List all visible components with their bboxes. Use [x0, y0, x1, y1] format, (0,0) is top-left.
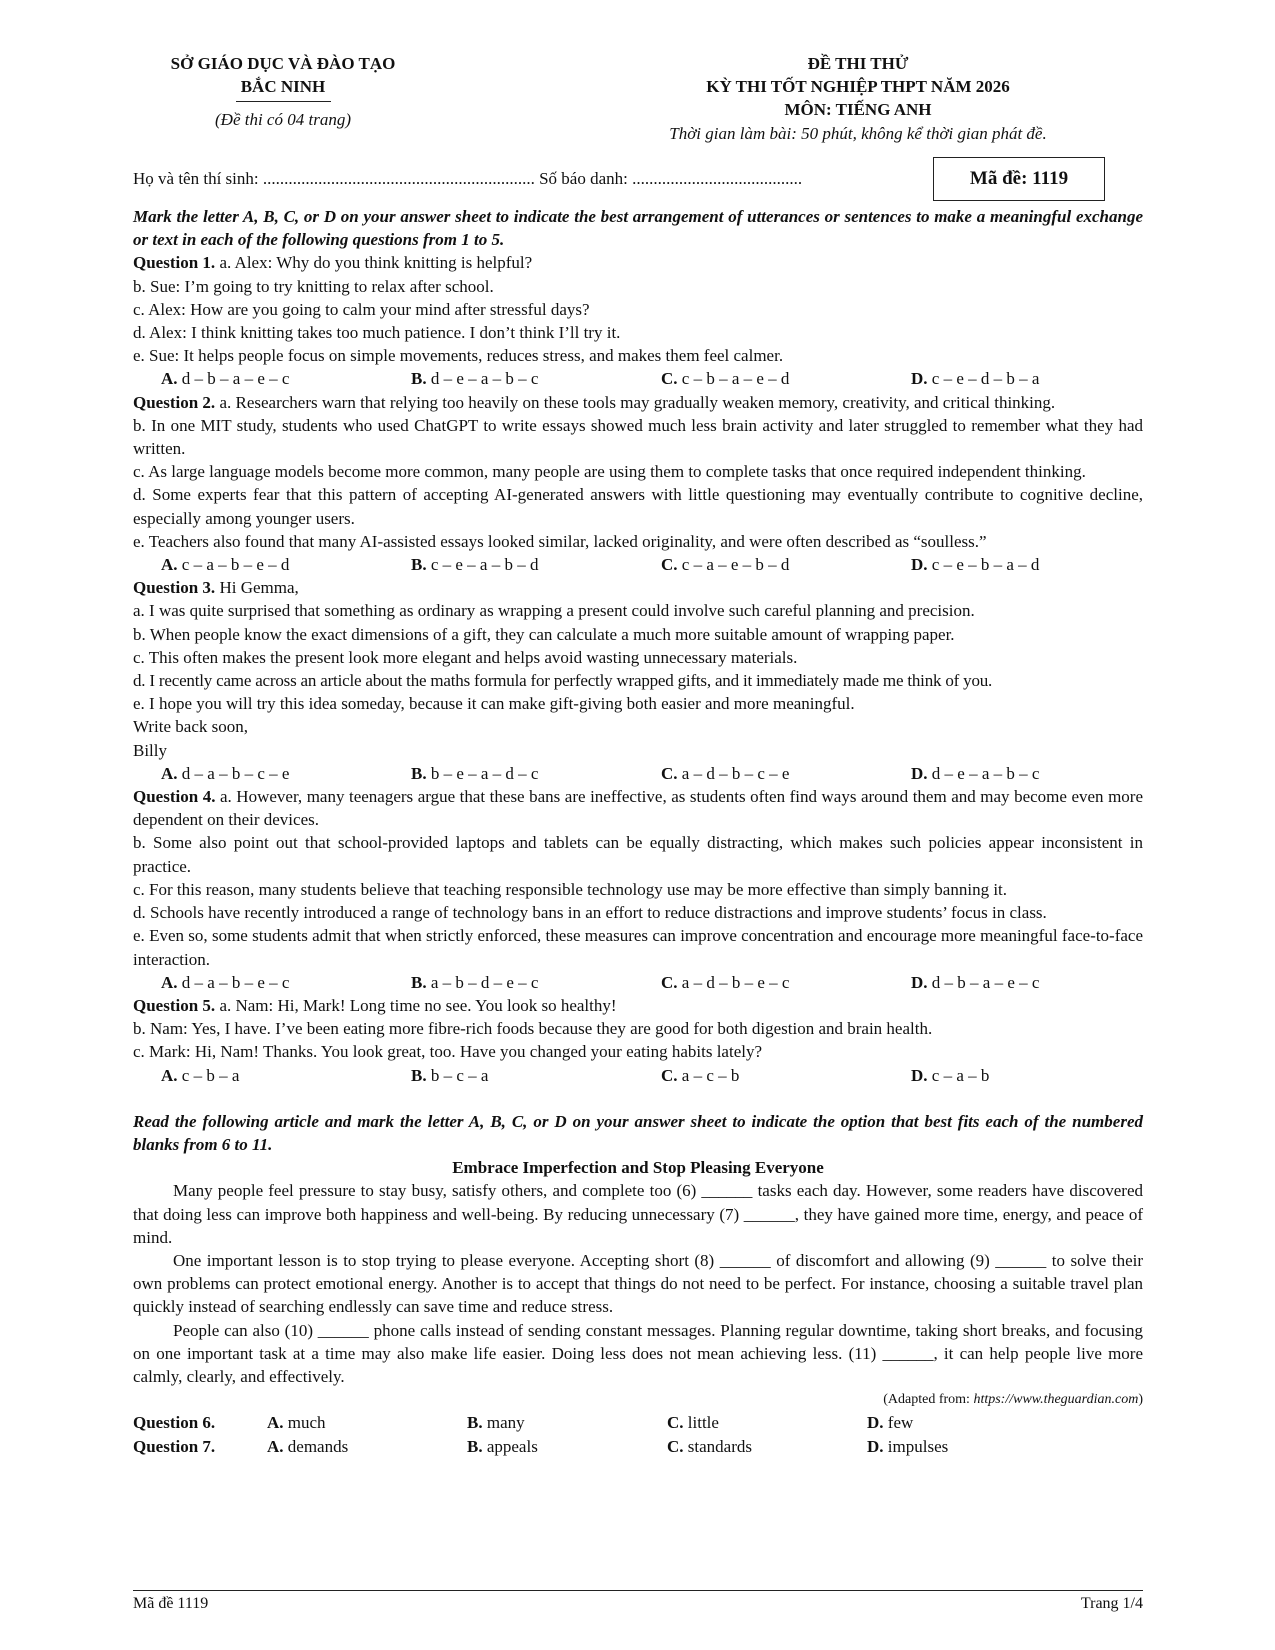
option-a[interactable]: A. much: [267, 1413, 326, 1433]
issuer-province: BẮC NINH: [240, 77, 326, 97]
exam-page: [133, 52, 1143, 1458]
article-title: Embrace Imperfection and Stop Pleasing Everyone: [452, 1158, 824, 1178]
option-d[interactable]: D. few: [867, 1413, 914, 1433]
question-label: Question 5.: [133, 995, 216, 1015]
exam-type: ĐỀ THI THỬ: [807, 54, 909, 73]
sentence: e. Even so, some students admit that when strictly enforced, these measures can improve concentration and encourage more meaningful face-to-face interaction.: [133, 926, 1143, 969]
question-4: [133, 785, 1143, 994]
answer-options: [133, 762, 1143, 785]
sentence: b. Sue: I’m going to try knitting to relax after school.: [133, 276, 494, 296]
option-c[interactable]: C. c – a – e – b – d: [661, 555, 790, 575]
sentence: b. When people know the exact dimensions of a gift, they can calculate a much more suitable amount of wrapping paper.: [133, 624, 955, 644]
question-5: [133, 994, 1143, 1087]
question-label: Question 1.: [133, 253, 216, 273]
signature: Billy: [133, 740, 168, 760]
section2-instruction: Read the following article and mark the letter A, B, C, or D on your answer sheet to indicate the option that best fits each of the numbered blanks from 6 to 11.: [133, 1111, 1143, 1154]
page-footer: [133, 1590, 1143, 1612]
issuer-department: SỞ GIÁO DỤC VÀ ĐÀO TẠO: [170, 54, 396, 73]
option-b[interactable]: B. d – e – a – b – c: [411, 369, 539, 389]
issuer-underline: [236, 101, 331, 102]
option-b[interactable]: B. appeals: [467, 1436, 538, 1456]
option-a[interactable]: A. d – a – b – c – e: [161, 763, 290, 783]
sentence: c. This often makes the present look more elegant and helps avoid wasting unnecessary materials.: [133, 647, 798, 667]
question-label: Question 2.: [133, 392, 216, 412]
option-d[interactable]: D. d – b – a – e – c: [911, 972, 1040, 992]
question-label: Question 3.: [133, 578, 216, 598]
candidate-info-row: [133, 155, 1143, 199]
question-3: [133, 576, 1143, 785]
sentence: a. Nam: Hi, Mark! Long time no see. You look so healthy!: [219, 995, 617, 1015]
question-7: [133, 1435, 1143, 1458]
option-a[interactable]: A. d – a – b – e – c: [161, 972, 290, 992]
sentence: c. Alex: How are you going to calm your mind after stressful days?: [133, 299, 590, 319]
exam-time-note: Thời gian làm bài: 50 phút, không kể thời gian phát đề.: [669, 123, 1047, 143]
sentence: e. I hope you will try this idea someday, because it can make gift-giving both easier and more meaningful.: [133, 694, 855, 714]
option-c[interactable]: C. a – d – b – c – e: [661, 763, 790, 783]
exam-code-box: Mã đề: 1119: [933, 157, 1105, 201]
issuer-block: [133, 52, 433, 132]
closing: Write back soon,: [133, 717, 248, 737]
sentence: a. I was quite surprised that something as ordinary as wrapping a present could involve such careful planning and precision.: [133, 601, 975, 621]
spacer: [133, 1087, 1143, 1110]
option-d[interactable]: D. c – e – d – b – a: [911, 369, 1040, 389]
exam-subject: MÔN: TIẾNG ANH: [784, 100, 932, 120]
candidate-fields: Họ và tên thí sinh: ................................................................ Số báo danh: ........................................: [133, 169, 803, 188]
sentence: b. In one MIT study, students who used ChatGPT to write essays showed much less brain activity and later struggled to remember what they had written.: [133, 415, 1143, 459]
sentence: a. Alex: Why do you think knitting is helpful?: [219, 253, 533, 273]
sentence: e. Sue: It helps people focus on simple movements, reduces stress, and makes them feel calmer.: [133, 346, 784, 366]
option-a[interactable]: A. demands: [267, 1436, 349, 1456]
option-b[interactable]: B. c – e – a – b – d: [411, 555, 539, 575]
option-a[interactable]: A. c – a – b – e – d: [161, 555, 290, 575]
question-label: Question 7.: [133, 1436, 216, 1456]
option-b[interactable]: B. b – e – a – d – c: [411, 763, 539, 783]
sentence: b. Some also point out that school-provided laptops and tablets can be equally distracting, which makes such policies appear inconsistent in practice.: [133, 833, 1143, 876]
sentence: a. However, many teenagers argue that these bans are ineffective, as students often find ways around them and may become even more dependent on their devices.: [133, 787, 1143, 830]
greeting: Hi Gemma,: [219, 578, 299, 598]
exam-header: [133, 52, 1143, 147]
option-c[interactable]: C. standards: [667, 1436, 752, 1456]
page-count-note: (Đề thi có 04 trang): [215, 110, 351, 130]
exam-name: KỲ THI TỐT NGHIỆP THPT NĂM 2026: [706, 77, 1010, 97]
sentence: b. Nam: Yes, I have. I’ve been eating more fibre-rich foods because they are good for both digestion and brain health.: [133, 1019, 933, 1039]
article-paragraph: Many people feel pressure to stay busy, satisfy others, and complete too (6) ______ tasks each day. However, some readers have discovered that doing less can improve both happiness and well-being. By reducing unnecessary (7) ______, they have gained more time, energy, and peace of mind.: [133, 1181, 1143, 1247]
sentence: d. Alex: I think knitting takes too much patience. I don’t think I’ll try it.: [133, 323, 621, 343]
sentence: d. I recently came across an article about the maths formula for perfectly wrapped gifts, and it immediately made me think of you.: [133, 671, 993, 691]
sentence: e. Teachers also found that many AI-assisted essays looked similar, lacked originality, and were often described as “soulless.”: [133, 531, 987, 551]
sentence: d. Schools have recently introduced a range of technology bans in an effort to reduce distractions and improve students’ focus in class.: [133, 903, 1047, 923]
option-d[interactable]: D. c – e – b – a – d: [911, 555, 1040, 575]
option-c[interactable]: C. little: [667, 1413, 719, 1433]
answer-options: [133, 367, 1143, 390]
answer-options: [133, 1064, 1143, 1087]
article-paragraph: People can also (10) ______ phone calls instead of sending constant messages. Planning regular downtime, taking short breaks, and focusing on one important task at a time may also make life easier. Doing less does not mean achieving less. (11) ______, it can help people live more calmly, clearly, and effectively.: [133, 1320, 1143, 1386]
question-1: [133, 251, 1143, 390]
answer-options: [133, 553, 1143, 576]
sentence: c. As large language models become more common, many people are using them to complete tasks that once required independent thinking.: [133, 462, 1086, 482]
answer-options: [133, 971, 1143, 994]
sentence: a. Researchers warn that relying too heavily on these tools may gradually weaken memory, creativity, and critical thinking.: [219, 392, 1056, 412]
sentence: d. Some experts fear that this pattern of accepting AI-generated answers with little questioning may eventually contribute to cognitive decline, especially among younger users.: [133, 485, 1143, 528]
option-c[interactable]: C. a – c – b: [661, 1065, 740, 1085]
option-b[interactable]: B. b – c – a: [411, 1065, 489, 1085]
option-d[interactable]: D. c – a – b: [911, 1065, 990, 1085]
option-c[interactable]: C. a – d – b – e – c: [661, 972, 790, 992]
option-c[interactable]: C. c – b – a – e – d: [661, 369, 790, 389]
footer-page-number: Trang 1/4: [1080, 1595, 1143, 1612]
question-6: [133, 1411, 1143, 1434]
sentence: c. Mark: Hi, Nam! Thanks. You look great, too. Have you changed your eating habits lately?: [133, 1042, 763, 1062]
question-label: Question 4.: [133, 787, 216, 807]
option-b[interactable]: B. a – b – d – e – c: [411, 972, 539, 992]
option-d[interactable]: D. impulses: [867, 1436, 949, 1456]
exam-title-block: [573, 52, 1143, 145]
sentence: c. For this reason, many students believe that teaching responsible technology use may be more effective than simply banning it.: [133, 879, 1008, 899]
option-b[interactable]: B. many: [467, 1413, 525, 1433]
question-2: [133, 391, 1143, 577]
option-a[interactable]: A. d – b – a – e – c: [161, 369, 290, 389]
option-a[interactable]: A. c – b – a: [161, 1065, 240, 1085]
article-paragraph: One important lesson is to stop trying to please everyone. Accepting short (8) ______ of discomfort and allowing (9) ______ to solve their own problems can protect emotional energy. Another is to accept that things do not need to be perfect. For instance, choosing a suitable travel plan quickly instead of searching endlessly can save time and reduce stress.: [133, 1250, 1143, 1317]
footer-exam-code: Mã đề 1119: [133, 1595, 209, 1612]
section1-instruction: Mark the letter A, B, C, or D on your answer sheet to indicate the best arrangement of utterances or sentences to make a meaningful exchange or text in each of the following questions from 1 to 5.: [133, 207, 1143, 250]
article-source: (Adapted from: https://www.theguardian.com): [883, 1392, 1143, 1408]
question-label: Question 6.: [133, 1413, 216, 1433]
option-d[interactable]: D. d – e – a – b – c: [911, 763, 1040, 783]
